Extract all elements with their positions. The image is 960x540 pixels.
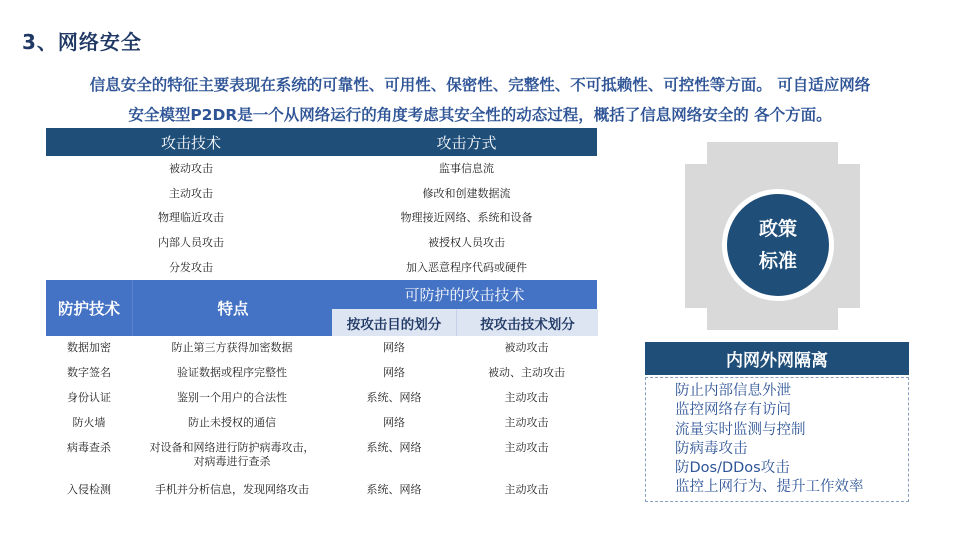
purpose-cell: 网络 — [383, 416, 405, 429]
defense-tech-cell: 入侵检测 — [67, 483, 111, 496]
purpose-cell: 系统、网络 — [366, 483, 422, 496]
attack-type-cell: 被动、主动攻击 — [488, 366, 565, 379]
defense-tech-cell: 数据加密 — [67, 341, 111, 354]
policy-notch-decoration — [838, 308, 860, 330]
purpose-cell: 网络 — [383, 341, 405, 354]
defense-tech-cell: 数字签名 — [67, 366, 111, 379]
policy-label-1: 政策 — [758, 218, 797, 240]
list-item: 监控网络存有访问 — [675, 402, 791, 419]
intro-paragraph — [30, 70, 930, 130]
attack-type-cell: 主动攻击 — [504, 483, 549, 496]
header-feature: 特点 — [132, 280, 333, 336]
attack-tech-cell: 主动攻击 — [169, 186, 213, 200]
table-row — [46, 478, 597, 503]
list-item: 监控上网行为、提升工作效率 — [675, 479, 864, 496]
feature-cell: 鉴别一个用户的合法性 — [177, 391, 287, 404]
table-row — [46, 336, 597, 361]
feature-cell — [132, 441, 332, 469]
section-heading: 3、网络安全 — [22, 30, 142, 54]
attack-method-cell: 被授权人员攻击 — [428, 236, 505, 250]
table-row — [46, 361, 597, 386]
attack-type-cell: 主动攻击 — [504, 416, 549, 429]
feature-cell: 防止未授权的通信 — [188, 416, 276, 429]
feature-line-2: 对病毒进行查杀 — [193, 455, 271, 468]
table-row — [46, 386, 597, 411]
policy-notch-decoration — [838, 142, 860, 164]
list-item: 防Dos/DDos攻击 — [675, 460, 790, 477]
header-preventable-attacks: 可防护的攻击技术 — [332, 280, 597, 309]
feature-cell: 验证数据或程序完整性 — [177, 366, 287, 379]
feature-cell: 防止第三方获得加密数据 — [171, 341, 293, 354]
attack-type-cell: 主动攻击 — [504, 441, 549, 454]
attack-table — [46, 128, 597, 279]
isolation-list — [645, 377, 909, 502]
attack-method-cell: 修改和创建数据流 — [422, 186, 511, 200]
defense-tech-cell: 防火墙 — [72, 416, 106, 429]
subheader-by-purpose: 按攻击目的划分 — [332, 309, 456, 336]
table-row — [46, 181, 597, 206]
header-defense-tech: 防护技术 — [46, 280, 132, 336]
table-row — [46, 436, 597, 478]
subheader-by-tech: 按攻击技术划分 — [456, 309, 598, 336]
policy-label-2: 标准 — [758, 250, 797, 272]
attack-tech-cell: 被动攻击 — [169, 162, 213, 176]
defense-table-header — [46, 280, 597, 336]
defense-tech-cell: 病毒查杀 — [67, 441, 111, 454]
table-row — [46, 205, 597, 230]
header-attack-method: 攻击方式 — [436, 133, 497, 152]
purpose-cell: 系统、网络 — [366, 441, 422, 454]
list-item: 防止内部信息外泄 — [675, 383, 791, 399]
defense-tech-cell: 身份认证 — [67, 391, 111, 404]
intro-line-2: 安全模型P2DR是一个从网络运行的角度考虑其安全性的动态过程，概括了信息网络安全的 各个方面。 — [128, 106, 832, 124]
policy-circle — [722, 189, 834, 301]
purpose-cell: 系统、网络 — [366, 391, 422, 404]
table-row — [46, 254, 597, 279]
attack-method-cell: 监事信息流 — [439, 162, 494, 176]
intro-line-1: 信息安全的特征主要表现在系统的可靠性、可用性、保密性、完整性、不可抵赖性、可控性等方面。 可自适应网络 — [89, 76, 871, 94]
policy-notch-decoration — [685, 142, 707, 164]
header-attack-tech: 攻击技术 — [160, 133, 221, 152]
table-row — [46, 411, 597, 436]
table-row — [46, 156, 597, 181]
attack-type-cell: 被动攻击 — [504, 341, 549, 354]
defense-table — [46, 280, 597, 503]
table-row — [46, 230, 597, 255]
attack-table-header — [46, 128, 597, 156]
policy-notch-decoration — [685, 308, 707, 330]
list-item: 防病毒攻击 — [675, 440, 748, 457]
attack-method-cell: 加入恶意程序代码或硬件 — [406, 260, 527, 274]
feature-cell: 手机并分析信息，发现网络攻击 — [155, 483, 309, 496]
list-item: 流量实时监测与控制 — [675, 421, 806, 438]
attack-tech-cell: 分发攻击 — [169, 260, 213, 274]
attack-type-cell: 主动攻击 — [504, 391, 549, 404]
isolation-title: 内网外网隔离 — [645, 342, 909, 375]
attack-method-cell: 物理接近网络、系统和设备 — [400, 211, 533, 225]
attack-tech-cell: 物理临近攻击 — [158, 211, 224, 225]
feature-line-1: 对设备和网络进行防护病毒攻击， — [149, 441, 315, 454]
purpose-cell: 网络 — [383, 366, 405, 379]
attack-tech-cell: 内部人员攻击 — [158, 236, 224, 250]
